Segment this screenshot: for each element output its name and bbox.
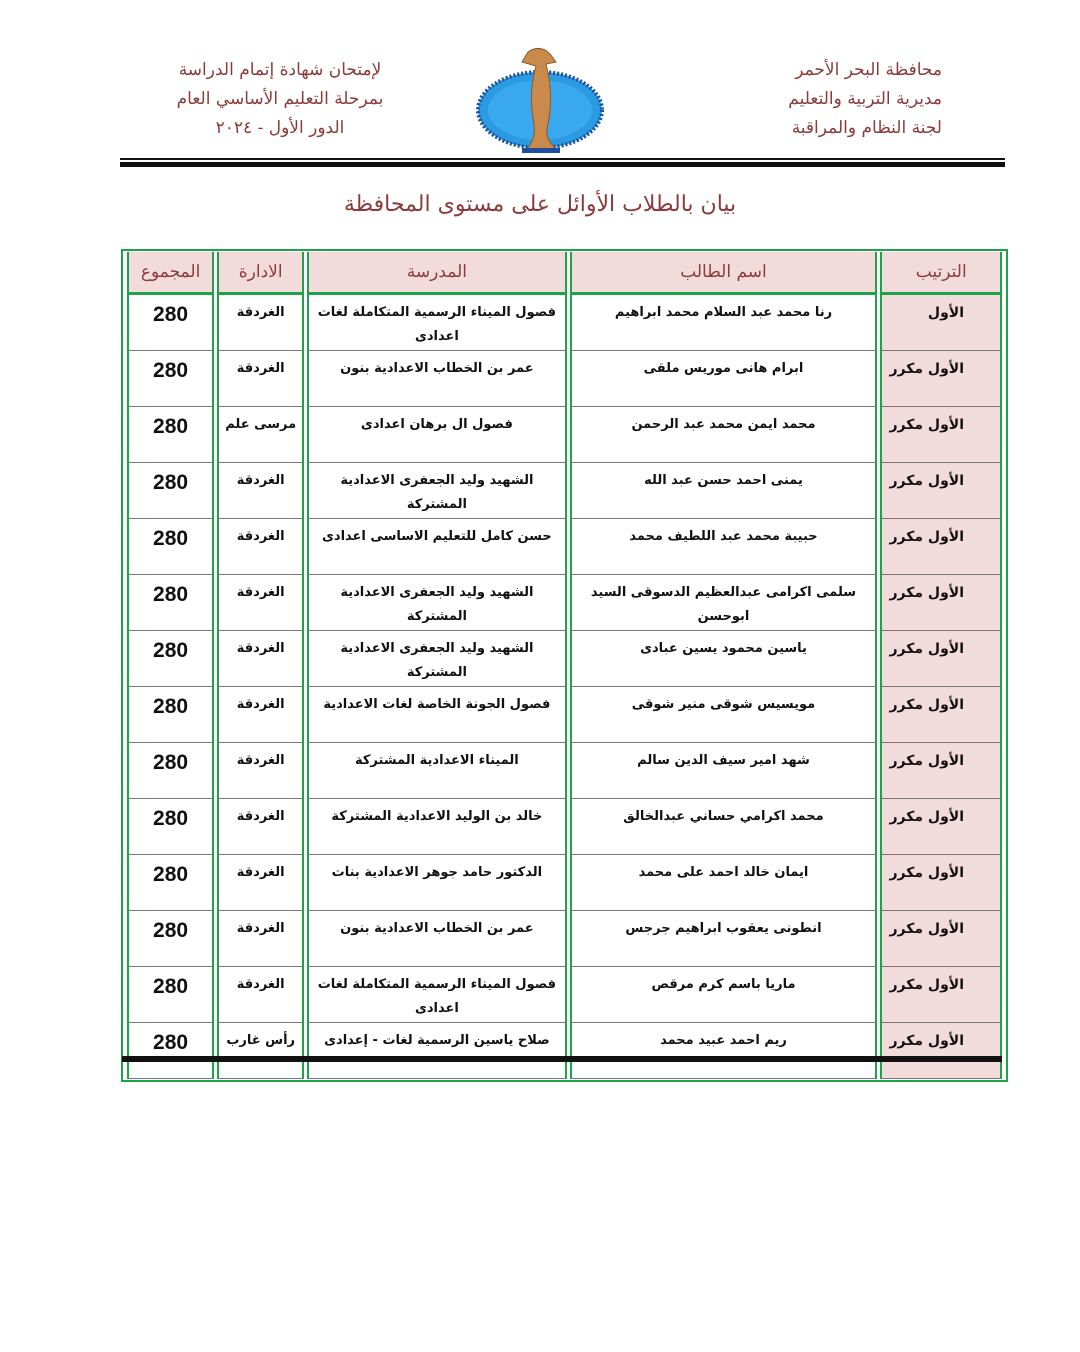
cell-rank: الأول مكرر bbox=[880, 799, 1002, 855]
cell-name: رنا محمد عبد السلام محمد ابراهيم bbox=[570, 295, 878, 351]
cell-total: 280 bbox=[127, 687, 214, 743]
governorate-logo bbox=[470, 44, 610, 156]
cell-name: ياسين محمود يسين عبادى bbox=[570, 631, 878, 687]
cell-name: شهد امير سيف الدين سالم bbox=[570, 743, 878, 799]
cell-rank: الأول مكرر bbox=[880, 911, 1002, 967]
cell-name: انطونى يعقوب ابراهيم جرجس bbox=[570, 911, 878, 967]
cell-total: 280 bbox=[127, 351, 214, 407]
table-row bbox=[127, 687, 1002, 743]
cell-total: 280 bbox=[127, 967, 214, 1023]
column-header-name: اسم الطالب bbox=[570, 252, 878, 295]
cell-name: محمد اكرامي حساني عبدالخالق bbox=[570, 799, 878, 855]
table-row bbox=[127, 967, 1002, 1023]
table-row bbox=[127, 519, 1002, 575]
cell-name: ريم احمد عبيد محمد bbox=[570, 1023, 878, 1079]
cell-school: الشهيد وليد الجعفرى الاعدادية المشتركة bbox=[307, 575, 566, 631]
column-header-school: المدرسة bbox=[307, 252, 566, 295]
cell-rank: الأول مكرر bbox=[880, 967, 1002, 1023]
cell-admin: الغردقة bbox=[217, 351, 304, 407]
cell-admin: الغردقة bbox=[217, 743, 304, 799]
header-line: بمرحلة التعليم الأساسي العام bbox=[176, 89, 384, 109]
cell-total: 280 bbox=[127, 799, 214, 855]
cell-school: فصول الميناء الرسمية المتكاملة لغات اعدادى bbox=[307, 967, 566, 1023]
table-row bbox=[127, 407, 1002, 463]
cell-total: 280 bbox=[127, 1023, 214, 1079]
document-title: بيان بالطلاب الأوائل على مستوى المحافظة bbox=[343, 192, 737, 217]
cell-rank: الأول مكرر bbox=[880, 351, 1002, 407]
cell-name: سلمى اكرامى عبدالعظيم الدسوقى السيد ابوحسن bbox=[570, 575, 878, 631]
cell-rank: الأول مكرر bbox=[880, 575, 1002, 631]
header-divider-thick bbox=[120, 162, 1005, 167]
table-row bbox=[127, 631, 1002, 687]
cell-admin: الغردقة bbox=[217, 967, 304, 1023]
header-line: الدور الأول - ٢٠٢٤ bbox=[215, 118, 345, 138]
cell-admin: الغردقة bbox=[217, 295, 304, 351]
cell-total: 280 bbox=[127, 575, 214, 631]
cell-admin: الغردقة bbox=[217, 687, 304, 743]
cell-total: 280 bbox=[127, 463, 214, 519]
cell-admin: الغردقة bbox=[217, 631, 304, 687]
cell-name: ماريا باسم كرم مرقص bbox=[570, 967, 878, 1023]
table-row bbox=[127, 295, 1002, 351]
cell-total: 280 bbox=[127, 911, 214, 967]
cell-name: ايمان خالد احمد على محمد bbox=[570, 855, 878, 911]
cell-total: 280 bbox=[127, 295, 214, 351]
cell-school: فصول ال برهان اعدادى bbox=[307, 407, 566, 463]
cell-school: الدكتور حامد جوهر الاعدادية بنات bbox=[307, 855, 566, 911]
cell-school: الشهيد وليد الجعفرى الاعدادية المشتركة bbox=[307, 631, 566, 687]
header-line: لإمتحان شهادة إتمام الدراسة bbox=[178, 60, 382, 80]
cell-total: 280 bbox=[127, 743, 214, 799]
cell-rank: الأول مكرر bbox=[880, 743, 1002, 799]
table-row bbox=[127, 351, 1002, 407]
table-row bbox=[127, 799, 1002, 855]
cell-name: ابرام هانى موريس ملقى bbox=[570, 351, 878, 407]
cell-school: حسن كامل للتعليم الاساسى اعدادى bbox=[307, 519, 566, 575]
cell-total: 280 bbox=[127, 407, 214, 463]
header-line: محافظة البحر الأحمر bbox=[795, 60, 942, 80]
cell-school: عمر بن الخطاب الاعدادية بنون bbox=[307, 351, 566, 407]
header-divider-thin bbox=[120, 158, 1005, 160]
cell-rank: الأول مكرر bbox=[880, 407, 1002, 463]
column-header-total: المجموع bbox=[127, 252, 214, 295]
cell-rank: الأول bbox=[880, 295, 1002, 351]
table-row bbox=[127, 911, 1002, 967]
cell-admin: الغردقة bbox=[217, 519, 304, 575]
table-row bbox=[127, 463, 1002, 519]
top-students-table bbox=[121, 249, 1008, 1082]
cell-name: محمد ايمن محمد عبد الرحمن bbox=[570, 407, 878, 463]
cell-total: 280 bbox=[127, 855, 214, 911]
cell-school: فصول الميناء الرسمية المتكاملة لغات اعدادى bbox=[307, 295, 566, 351]
cell-rank: الأول مكرر bbox=[880, 687, 1002, 743]
cell-admin: الغردقة bbox=[217, 463, 304, 519]
cell-rank: الأول مكرر bbox=[880, 1023, 1002, 1079]
column-header-admin: الادارة bbox=[217, 252, 304, 295]
cell-rank: الأول مكرر bbox=[880, 855, 1002, 911]
header-line: لجنة النظام والمراقبة bbox=[791, 118, 942, 138]
table-row bbox=[127, 743, 1002, 799]
table-row bbox=[127, 1023, 1002, 1079]
header-exam-info bbox=[160, 56, 400, 143]
cell-total: 280 bbox=[127, 631, 214, 687]
column-header-rank: الترتيب bbox=[880, 252, 1002, 295]
table-row bbox=[127, 855, 1002, 911]
header-directorate bbox=[702, 56, 942, 143]
footer-divider bbox=[122, 1056, 1002, 1062]
cell-total: 280 bbox=[127, 519, 214, 575]
cell-rank: الأول مكرر bbox=[880, 463, 1002, 519]
cell-admin: الغردقة bbox=[217, 855, 304, 911]
cell-admin: الغردقة bbox=[217, 575, 304, 631]
cell-school: الشهيد وليد الجعفرى الاعدادية المشتركة bbox=[307, 463, 566, 519]
table-header-row bbox=[127, 252, 1002, 295]
cell-name: حبيبة محمد عبد اللطيف محمد bbox=[570, 519, 878, 575]
cell-school: الميناء الاعدادية المشتركة bbox=[307, 743, 566, 799]
cell-name: مويسيس شوقى منير شوقى bbox=[570, 687, 878, 743]
cell-name: يمنى احمد حسن عبد الله bbox=[570, 463, 878, 519]
cell-rank: الأول مكرر bbox=[880, 519, 1002, 575]
cell-admin: مرسى علم bbox=[217, 407, 304, 463]
cell-school: فصول الجونة الخاصة لغات الاعدادية bbox=[307, 687, 566, 743]
cell-school: خالد بن الوليد الاعدادية المشتركة bbox=[307, 799, 566, 855]
cell-rank: الأول مكرر bbox=[880, 631, 1002, 687]
cell-school: عمر بن الخطاب الاعدادية بنون bbox=[307, 911, 566, 967]
cell-school: صلاح ياسين الرسمية لغات - إعدادى bbox=[307, 1023, 566, 1079]
cell-admin: الغردقة bbox=[217, 799, 304, 855]
table-row bbox=[127, 575, 1002, 631]
header-line: مديرية التربية والتعليم bbox=[788, 89, 942, 109]
cell-admin: الغردقة bbox=[217, 911, 304, 967]
cell-admin: رأس غارب bbox=[217, 1023, 304, 1079]
